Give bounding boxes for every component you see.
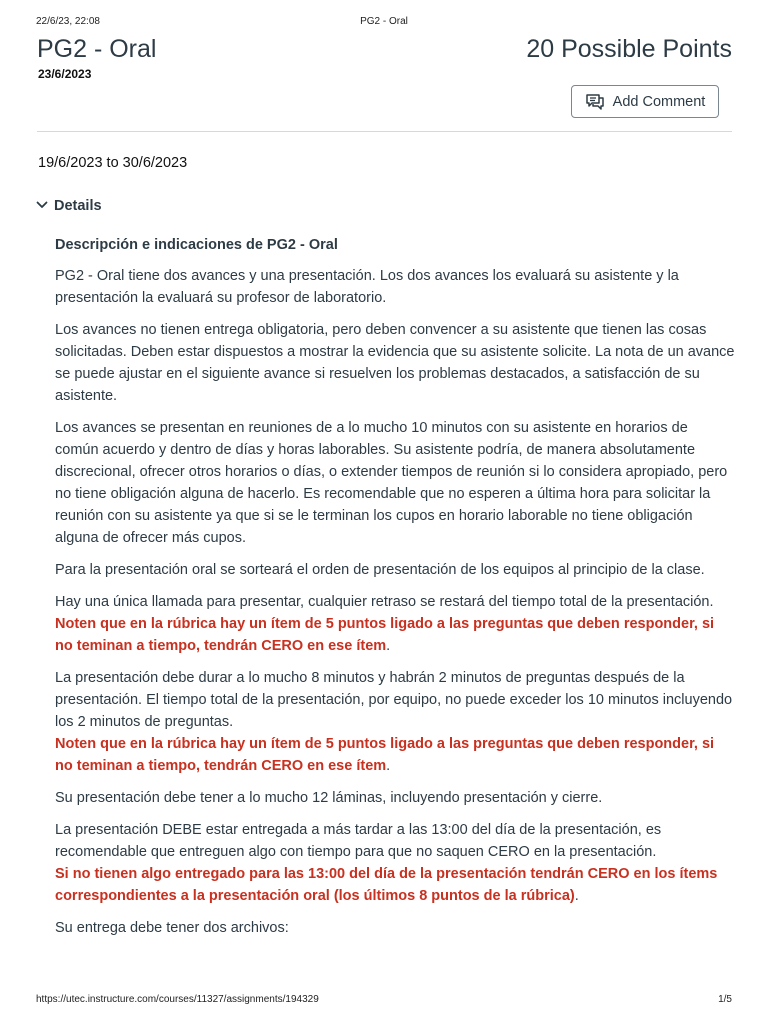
paragraph-archivos: Su entrega debe tener dos archivos: <box>55 920 289 936</box>
print-header <box>36 16 732 30</box>
warning-text: Noten que en la rúbrica hay un ítem de 5 puntos ligado a las preguntas que deben responder, si no teminan a tiempo, tendrán CERO en ese ítem <box>55 616 715 654</box>
warning-text: Si no tienen algo entregado para las 13:00 del día de la presentación tendrán CERO en los ítems correspondientes a la presentación oral (los últimos 8 puntos de la rúbrica) <box>55 866 718 904</box>
details-toggle[interactable] <box>36 198 102 214</box>
period: . <box>574 888 579 904</box>
page-url: https://utec.instructure.com/courses/11327/assignments/194329 <box>36 994 319 1005</box>
comment-icon <box>585 93 605 111</box>
paragraph-laminas: Su presentación debe tener a lo mucho 12 láminas, incluyendo presentación y cierre. <box>55 790 603 806</box>
assignment-header <box>37 32 732 66</box>
paragraph-avances: Los avances no tienen entrega obligatoria, pero deben convencer a su asistente que tienen las cosas solicitadas. Deben estar dispuestos a mostrar la evidencia que su asistente solicite. La nota de un avance se puede ajustar en el siguiente avance si resuelven los problemas destacados, a satisfacción de su asistente. <box>55 322 735 404</box>
possible-points: 20 Possible Points <box>526 35 732 63</box>
paragraph-entrega <box>55 819 735 907</box>
paragraph-sorteo: Para la presentación oral se sorteará el orden de presentación de los equipos al principio de la clase. <box>55 562 705 578</box>
paragraph-reuniones: Los avances se presentan en reuniones de a lo mucho 10 minutos con su asistente en horarios de común acuerdo y dentro de días y horas laborables. Su asistente podría, de manera absolutamente discrecional, ofrecer otros horarios o días, o extender tiempos de reunión si lo considera apropiado, pero no tiene obligación alguna de hacerlo. Es recomendable que no esperen a última hora para solicitar la reunión con su asistente ya que si se le terminan los cupos en horario laborable no tiene obligación alguna de ofrecer más cupos. <box>55 420 728 546</box>
due-date: 23/6/2023 <box>38 67 92 81</box>
period: . <box>386 638 391 654</box>
paragraph-llamada <box>55 591 735 657</box>
add-comment-button[interactable] <box>571 85 719 118</box>
entrega-text: La presentación DEBE estar entregada a más tardar a las 13:00 del día de la presentación, es recomendable que entreguen algo con tiempo para que no saquen CERO en la presentación. <box>55 822 662 860</box>
divider <box>37 131 732 132</box>
chevron-down-icon <box>36 198 48 214</box>
page-title: PG2 - Oral <box>37 35 157 63</box>
paragraph-overview: PG2 - Oral tiene dos avances y una presentación. Los dos avances los evaluará su asistente y la presentación la evaluará su profesor de laboratorio. <box>55 268 679 306</box>
details-label: Details <box>54 198 102 214</box>
availability-dates: 19/6/2023 to 30/6/2023 <box>38 155 188 171</box>
period: . <box>386 758 391 774</box>
description-heading: Descripción e indicaciones de PG2 - Oral <box>55 237 338 253</box>
paragraph-duracion <box>55 667 735 777</box>
print-datetime: 22/6/23, 22:08 <box>36 16 100 27</box>
add-comment-label: Add Comment <box>612 93 706 110</box>
assignment-description <box>55 235 735 949</box>
duracion-text: La presentación debe durar a lo mucho 8 minutos y habrán 2 minutos de preguntas después de la presentación. El tiempo total de la presentación, por equipo, no puede exceder los 10 minutos incluyendo los 2 minutos de preguntas. <box>55 670 733 730</box>
llamada-text: Hay una única llamada para presentar, cualquier retraso se restará del tiempo total de la presentación. <box>55 594 714 610</box>
warning-text: Noten que en la rúbrica hay un ítem de 5 puntos ligado a las preguntas que deben responder, si no teminan a tiempo, tendrán CERO en ese ítem <box>55 736 715 774</box>
print-page-title: PG2 - Oral <box>360 16 408 27</box>
page-number: 1/5 <box>718 994 732 1005</box>
print-footer <box>36 994 732 1008</box>
